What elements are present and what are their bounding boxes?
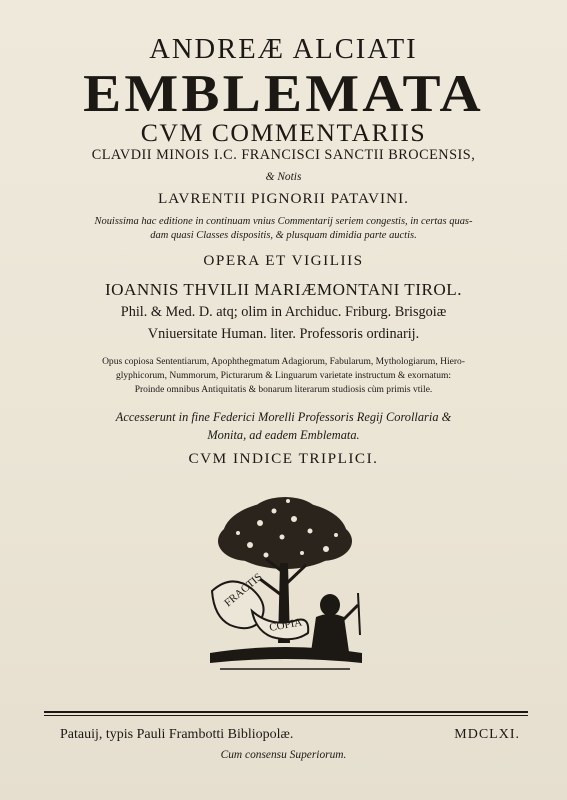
subtitle: CVM COMMENTARIIS (140, 118, 427, 147)
svg-text:COPIA: COPIA (268, 616, 304, 634)
editor-name: IOANNIS THVILII MARIÆMONTANI TIROL. (104, 280, 462, 299)
license-line: Cum consensu Superiorum. (220, 749, 347, 761)
notis-line: & Notis (265, 171, 302, 183)
opera-line: OPERA ET VIGILIIS (203, 252, 364, 269)
imprint-line (60, 727, 520, 743)
description-line-3: Proinde omnibus Antiquitatis & bonarum literarum studiosis cùm primis vtile. (134, 385, 433, 395)
editor-credentials-2: Vniuersitate Human. liter. Professoris ordinarij. (147, 326, 420, 342)
author-name: ANDREÆ ALCIATI (149, 34, 418, 65)
accesserunt-line-2: Monita, ad eadem Emblemata. (207, 428, 360, 442)
divider-rule-thin (44, 715, 528, 716)
imprint-text: Patauij, typis Pauli Frambotti Bibliopolæ. (60, 727, 294, 742)
svg-text:FRACTIS: FRACTIS (222, 571, 265, 610)
editor-credentials-1: Phil. & Med. D. atq; olim in Archiduc. Friburg. Brisgoiæ (120, 304, 447, 320)
divider-rule (44, 711, 528, 713)
edition-note-line-1: Nouissima hac editione in continuam vnius Commentarij seriem congestis, in certas quas- (94, 216, 473, 227)
imprint-year: MDCLXI. (454, 727, 520, 742)
printers-device-icon (190, 493, 380, 678)
description-line-2: glyphicorum, Nummorum, Picturarum & Linguarum varietate instructum & exornatum: (115, 371, 452, 381)
edition-note-line-2: dam quasi Classes dispositis, & plusquam dimidia parte auctis. (150, 230, 417, 241)
pignorius-line: LAVRENTII PIGNORII PATAVINI. (158, 190, 409, 207)
accesserunt-line-1: Accesserunt in fine Federici Morelli Professoris Regij Corollaria & (115, 410, 452, 424)
index-line: CVM INDICE TRIPLICI. (188, 450, 379, 467)
description-line-1: Opus copiosa Sententiarum, Apophthegmatum Adagiorum, Fabularum, Mythologiarum, Hiero- (102, 357, 465, 367)
commentators-line: CLAVDII MINOIS I.C. FRANCISCI SANCTII BROCENSIS, (91, 147, 476, 163)
book-title: EMBLEMATA (83, 63, 484, 123)
